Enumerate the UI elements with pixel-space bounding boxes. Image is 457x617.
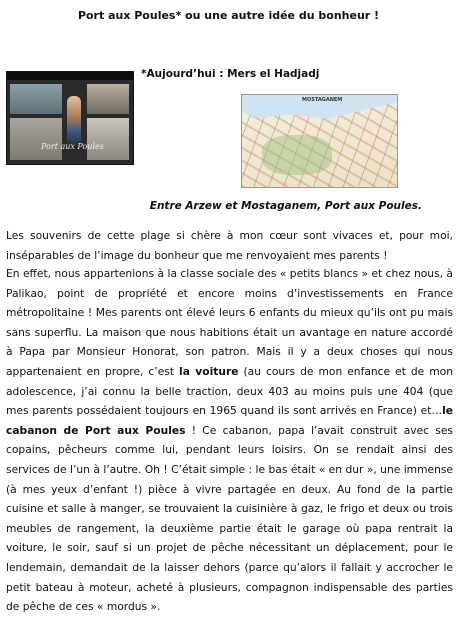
- postcard-photo: [6, 71, 134, 165]
- postcard-town-photo: [87, 84, 129, 114]
- postcard-top-band: [7, 72, 133, 80]
- caption-location: Entre Arzew et Mostaganem, Port aux Poules.: [149, 200, 422, 212]
- postcard-script-text: Port aux Poules: [41, 142, 104, 151]
- paragraph-2-text-c: ! Ce cabanon, papa l’avait construit avec ses copains, pêcheurs comme lui, pendant leurs loisirs. On se rendait ainsi des services de l’un à l’autre. Oh ! C’était simple : le bas était « en dur », une immense (à mes yeux d’enfant !) pièce à vivre partagée en deux. Au fond de la partie cuisine et salle à manger, se trouvaient la cuisinière à gaz, le frigo et deux ou trois meubles de rangement, la deuxième partie était le garage où papa rentrait la voiture, le soir, sauf si un projet de pêche nécessitant un déplacement, pour le lendemain, demandait de la laisser dehors (parce qu’alors il fallait y accrocher le petit bateau à moteur, acheté à plusieurs, compagnon indispensable des parties de pêche de ces « mordus ».: [6, 423, 454, 614]
- postcard-sea-photo: [10, 84, 62, 114]
- paragraph-2-bold-voiture: la voiture: [179, 364, 239, 378]
- paragraph-1: Les souvenirs de cette plage si chère à mon cœur sont vivaces et, pour moi, inséparables de l’image du bonheur que me renvoyaient mes parents !: [6, 229, 453, 262]
- caption-aujourdhui: *Aujourd’hui : Mers el Hadjadj: [141, 68, 320, 80]
- postcard-boats-photo: [87, 118, 129, 160]
- map-land-area: [262, 135, 332, 175]
- paragraph-2-text-a: En effet, nous appartenions à la classe sociale des « petits blancs » et chez nous, à Palikao, point de propriété et encore moins d’investissements en France métropolitaine ! Mes parents ont élevé leurs 6 enfants du mieux qu’ils ont pu mais sans superflu. La maison que nous habitions était un avantage en nature accordé à Papa par Monsieur Honorat, son patron. Mais il y a deux choses qui nous appartenaient en propre, c’est: [6, 267, 453, 378]
- paragraph-2-bold-cabanon: le cabanon de Port aux Poules: [6, 404, 453, 437]
- postcard-beach-photo: [10, 118, 62, 160]
- page-title: Port aux Poules* ou une autre idée du bonheur !: [77, 9, 380, 22]
- region-map: [241, 94, 398, 188]
- paragraph-2-text-b: (au cours de mon enfance et de mon adolescence, j’ai connu la belle traction, deux 403 au moins puis une 404 (que mes parents possédaient toujours en 1965 quand ils sont arrivés en France) et…: [6, 364, 453, 418]
- postcard-person-figure: [67, 96, 81, 146]
- map-label: MOSTAGANEM: [302, 97, 343, 103]
- paragraph-2: [6, 264, 453, 617]
